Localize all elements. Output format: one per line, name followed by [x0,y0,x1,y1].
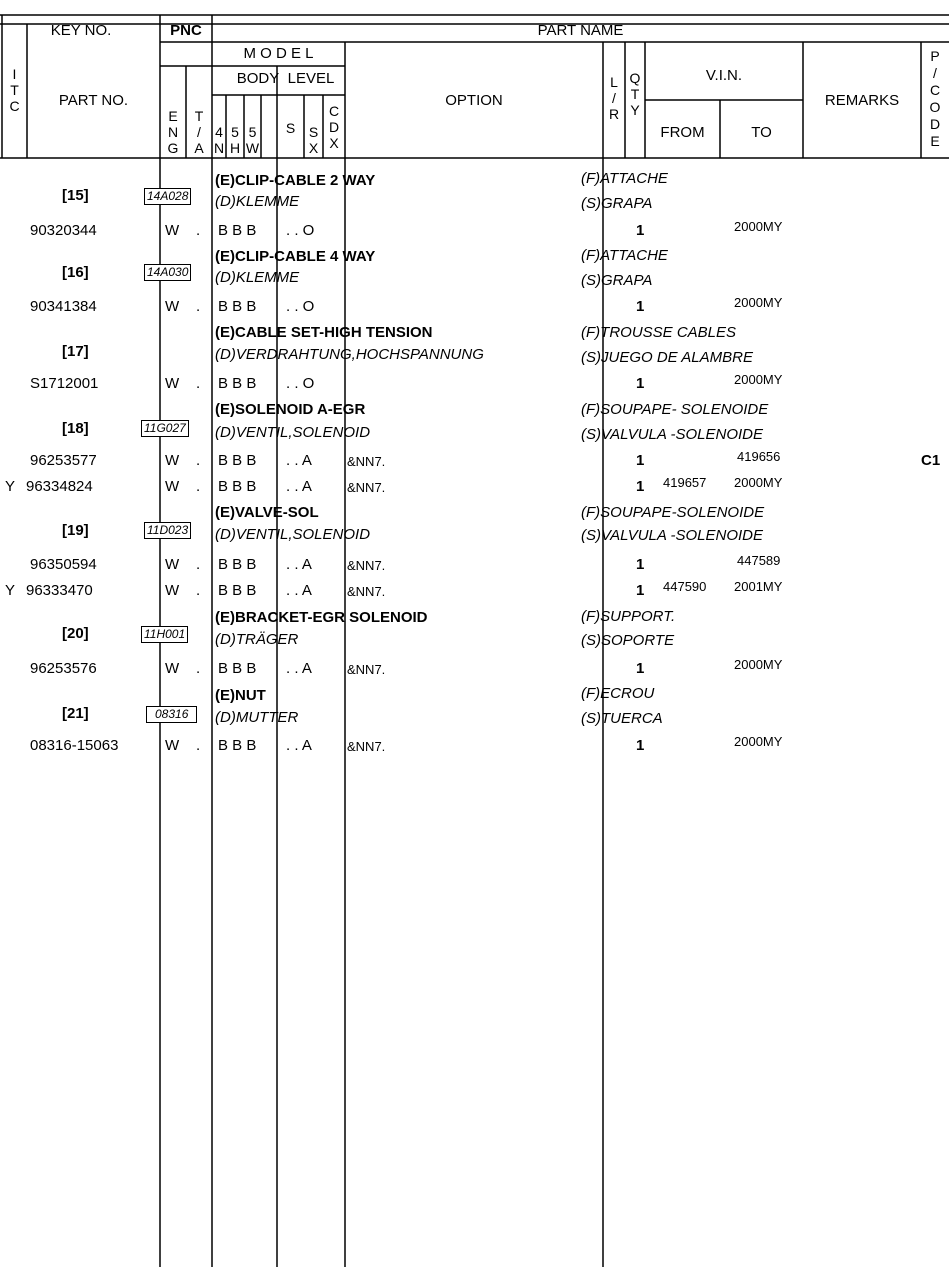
part-name-english: (E)CLIP-CABLE 4 WAY [215,248,376,265]
header-pcode: P / C O D E [929,48,941,149]
ta-value: . [196,556,201,573]
header-key-no: KEY NO. [50,22,112,39]
part-name-french: (F)SOUPAPE- SOLENOIDE [581,401,769,418]
body-values: B B B [218,478,257,495]
part-name-english: (E)CABLE SET-HIGH TENSION [215,324,433,341]
body-values: B B B [218,582,257,599]
part-name-spanish: (S)SOPORTE [581,632,675,649]
vin-to: 2000MY [734,657,783,672]
key-number: [19] [62,522,89,539]
option-value: &NN7. [347,480,386,495]
ta-value: . [196,737,201,754]
pnc-code: 14A030 [144,264,191,281]
eng-value: W [165,298,180,315]
part-name-german: (D)VENTIL,SOLENOID [215,526,371,543]
part-number: 96253577 [30,452,97,469]
part-name-spanish: (S)GRAPA [581,272,653,289]
vin-from: 419657 [663,475,707,490]
part-name-french: (F)SOUPAPE-SOLENOIDE [581,504,765,521]
key-number: [18] [62,420,89,437]
body-values: B B B [218,452,257,469]
part-number: 96334824 [26,478,93,495]
body-values: B B B [218,556,257,573]
key-number: [15] [62,187,89,204]
vin-to: 2000MY [734,475,783,490]
eng-value: W [165,222,180,239]
part-name-french: (F)SUPPORT. [581,608,676,625]
eng-value: W [165,556,180,573]
level-values: . . A [286,478,312,495]
option-value: &NN7. [347,558,386,573]
ta-value: . [196,222,201,239]
part-number: 96253576 [30,660,97,677]
level-values: . . A [286,660,312,677]
body-values: B B B [218,737,257,754]
header-body-5h: 5 H [229,124,241,156]
itc-value: Y [5,582,16,599]
header-level-sx: S X [308,124,319,156]
qty-value: 1 [636,660,645,677]
header-vin-from: FROM [660,124,705,141]
header-vin: V.I.N. [705,67,743,84]
part-name-german: (D)KLEMME [215,193,300,210]
qty-value: 1 [636,452,645,469]
pcode-value: C1 [921,452,941,469]
ta-value: . [196,452,201,469]
part-name-french: (F)TROUSSE CABLES [581,324,737,341]
ta-value: . [196,298,201,315]
header-pnc: PNC [170,22,202,39]
part-name-french: (F)ATTACHE [581,247,668,264]
eng-value: W [165,375,180,392]
part-number: 96333470 [26,582,93,599]
level-values: . . O [286,298,315,315]
pnc-code: 08316 [146,706,197,723]
level-values: . . A [286,737,312,754]
header-body-5w: 5 W [245,124,260,156]
vin-to: 2000MY [734,219,783,234]
option-value: &NN7. [347,662,386,677]
header-body-4n: 4 N [213,124,225,156]
part-name-spanish: (S)JUEGO DE ALAMBRE [581,349,753,366]
header-itc: I T C [9,66,20,114]
ta-value: . [196,660,201,677]
option-value: &NN7. [347,739,386,754]
vin-to: 2001MY [734,579,783,594]
part-name-german: (D)VERDRAHTUNG,HOCHSPANNUNG [215,346,484,363]
eng-value: W [165,737,180,754]
part-name-english: (E)BRACKET-EGR SOLENOID [215,609,428,626]
part-number: 96350594 [30,556,97,573]
header-lr: L / R [608,74,620,122]
pnc-code: 14A028 [144,188,191,205]
part-name-german: (D)TRÄGER [215,631,299,648]
pnc-code: 11G027 [141,420,189,437]
itc-value: Y [5,478,16,495]
eng-value: W [165,452,180,469]
option-value: &NN7. [347,454,386,469]
part-name-french: (F)ECROU [581,685,655,702]
header-eng: E N G [167,108,179,156]
part-name-english: (E)SOLENOID A-EGR [215,401,366,418]
vin-to: 447589 [737,553,781,568]
part-number: S1712001 [30,375,99,392]
header-level-cdx: C D X [328,103,340,151]
part-name-english: (E)NUT [215,687,266,704]
body-values: B B B [218,298,257,315]
header-body: BODY [236,70,280,87]
part-name-spanish: (S)GRAPA [581,195,653,212]
vin-to: 2000MY [734,372,783,387]
header-part-name: PART NAME [537,22,624,39]
body-values: B B B [218,375,257,392]
header-level: LEVEL [287,70,335,87]
part-name-spanish: (S)VALVULA -SOLENOIDE [581,527,764,544]
pnc-code: 11H001 [141,626,188,643]
qty-value: 1 [636,222,645,239]
pnc-code: 11D023 [144,522,191,539]
qty-value: 1 [636,556,645,573]
option-value: &NN7. [347,584,386,599]
header-model: M O D E L [243,45,314,62]
header-part-no: PART NO. [58,92,129,109]
part-number: 08316-15063 [30,737,119,754]
level-values: . . O [286,222,315,239]
key-number: [21] [62,705,89,722]
qty-value: 1 [636,375,645,392]
level-values: . . A [286,582,312,599]
qty-value: 1 [636,582,645,599]
part-name-german: (D)MUTTER [215,709,299,726]
level-values: . . A [286,556,312,573]
part-number: 90320344 [30,222,97,239]
header-ta: T / A [194,108,204,156]
part-name-spanish: (S)VALVULA -SOLENOIDE [581,426,764,443]
ta-value: . [196,582,201,599]
header-remarks: REMARKS [824,92,900,109]
header-qty: Q T Y [629,70,641,118]
ta-value: . [196,375,201,392]
eng-value: W [165,660,180,677]
part-name-german: (D)KLEMME [215,269,300,286]
vin-from: 447590 [663,579,707,594]
part-number: 90341384 [30,298,97,315]
vin-to: 419656 [737,449,781,464]
qty-value: 1 [636,737,645,754]
eng-value: W [165,582,180,599]
body-values: B B B [218,222,257,239]
part-name-english: (E)CLIP-CABLE 2 WAY [215,172,376,189]
header-vin-to: TO [751,124,772,141]
level-values: . . A [286,452,312,469]
key-number: [17] [62,343,89,360]
qty-value: 1 [636,298,645,315]
header-level-s: S [285,120,296,136]
key-number: [20] [62,625,89,642]
ta-value: . [196,478,201,495]
header-option: OPTION [445,92,503,109]
part-name-french: (F)ATTACHE [581,170,668,187]
part-name-german: (D)VENTIL,SOLENOID [215,424,371,441]
key-number: [16] [62,264,89,281]
part-name-spanish: (S)TUERCA [581,710,663,727]
level-values: . . O [286,375,315,392]
vin-to: 2000MY [734,734,783,749]
qty-value: 1 [636,478,645,495]
vin-to: 2000MY [734,295,783,310]
eng-value: W [165,478,180,495]
part-name-english: (E)VALVE-SOL [215,504,319,521]
body-values: B B B [218,660,257,677]
